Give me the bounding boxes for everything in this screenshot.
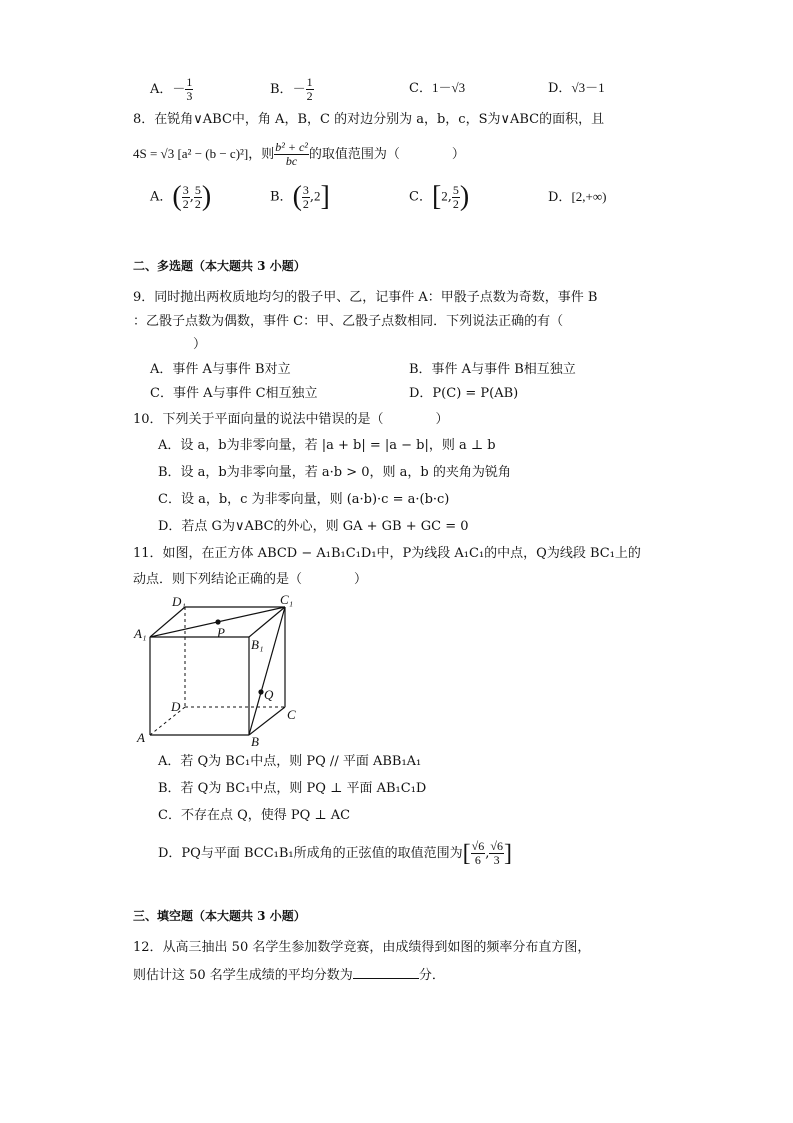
q10-option-b: B．设 a，b为非零向量，若 a·b > 0，则 a，b 的夹角为锐角 — [158, 465, 511, 480]
q9-stem-line1: 9．同时抛出两枚质地均匀的骰子甲、乙，记事件 A：甲骰子点数为奇数，事件 B — [133, 290, 598, 305]
q7-option-a: A．－ $\frac{1}{3}$ — [150, 75, 193, 103]
q11-stem-line1: 11．如图，在正方体 ABCD − A₁B₁C₁D₁中，P为线段 A₁C₁的中点，Q为线段 BC₁上的 — [133, 546, 641, 561]
q10-option-a: A．设 a，b为非零向量，若 |a + b| = |a − b|，则 a ⊥ b — [158, 438, 496, 453]
q11-option-d: D．PQ与平面 BCC₁B₁所成角的正弦值的取值范围为[ $\frac{√6}{6}$ , $\frac{√6}{3}$ ] — [158, 839, 512, 867]
q10-stem: 10．下列关于平面向量的说法中错误的是（ ） — [133, 412, 449, 427]
segment-b-c1 — [249, 607, 285, 735]
q9-option-a: A．事件 A与事件 B对立 — [150, 362, 291, 377]
q11-stem-line2: 动点．则下列结论正确的是（ ） — [133, 572, 368, 587]
label-b: B — [251, 734, 259, 749]
label-c1: C₁ — [280, 592, 294, 607]
q9-option-d: D．P(C) = P(AB) — [409, 386, 519, 401]
q8-option-b: B．( $\frac{3}{2}$ ,2] — [270, 181, 330, 212]
q11-option-c: C．不存在点 Q，使得 PQ ⊥ AC — [158, 808, 351, 823]
cube-figure — [130, 592, 310, 750]
q9-stem-line3: ） — [193, 337, 207, 352]
label-a1: A₁ — [134, 626, 147, 641]
point-q — [258, 689, 263, 694]
q11-option-a: A．若 Q为 BC₁中点，则 PQ // 平面 ABB₁A₁ — [158, 754, 422, 769]
q8-option-c: C．[2, $\frac{5}{2}$ ) — [409, 181, 470, 212]
point-p — [215, 619, 220, 624]
q9-stem-line2: ：乙骰子点数为偶数，事件 C：甲、乙骰子点数相同．下列说法正确的有（ — [133, 314, 564, 329]
q8-option-a: A．( $\frac{3}{2}$ , $\frac{5}{2}$ ) — [150, 181, 212, 212]
q12-stem-line2: 则估计这 50 名学生成绩的平均分数为 分． — [133, 968, 445, 983]
q10-option-c: C．设 a，b，c 为非零向量，则 (a·b)·c = a·(b·c) — [158, 492, 450, 507]
q9-option-b: B．事件 A与事件 B相互独立 — [409, 362, 576, 377]
q11-option-b: B．若 Q为 BC₁中点，则 PQ ⊥ 平面 AB₁C₁D — [158, 781, 427, 796]
q7-option-b: B．－ $\frac{1}{2}$ — [270, 75, 313, 103]
q12-stem-line1: 12．从高三抽出 50 名学生参加数学竞赛，由成绩得到如图的频率分布直方图， — [133, 940, 591, 955]
q8-option-d: D．[2,+∞) — [548, 189, 607, 205]
q7-option-c: C．1－√3 — [409, 80, 466, 96]
label-q: Q — [264, 687, 274, 702]
q7-option-d: D．√3－1 — [548, 80, 605, 96]
q8-stem-line2: 4S = √3 [a² − (b − c)²]，则 $\frac{\text{b² + c²}}{bc}$ 的取值范围为（ ） — [133, 140, 465, 168]
q9-option-c: C．事件 A与事件 C相互独立 — [150, 386, 318, 401]
edge-c-b — [249, 707, 285, 735]
section-title-fill-in: 三、填空题（本大题共 3 小题） — [133, 909, 306, 923]
label-b1: B₁ — [251, 637, 264, 652]
answer-blank[interactable] — [353, 966, 419, 979]
q8-stem-line1: 8．在锐角∨ABC中，角 A，B，C 的对边分别为 a，b，c，S为∨ABC的面积，且 — [133, 112, 605, 127]
label-d1: D₁ — [172, 594, 186, 609]
label-d: D — [171, 699, 181, 714]
q10-option-d: D．若点 G为∨ABC的外心，则 GA + GB + GC = 0 — [158, 519, 469, 534]
label-p: P — [217, 625, 225, 640]
label-c: C — [287, 707, 296, 722]
section-title-multiple-choice: 二、多选题（本大题共 3 小题） — [133, 259, 306, 273]
label-a: A — [137, 730, 145, 745]
